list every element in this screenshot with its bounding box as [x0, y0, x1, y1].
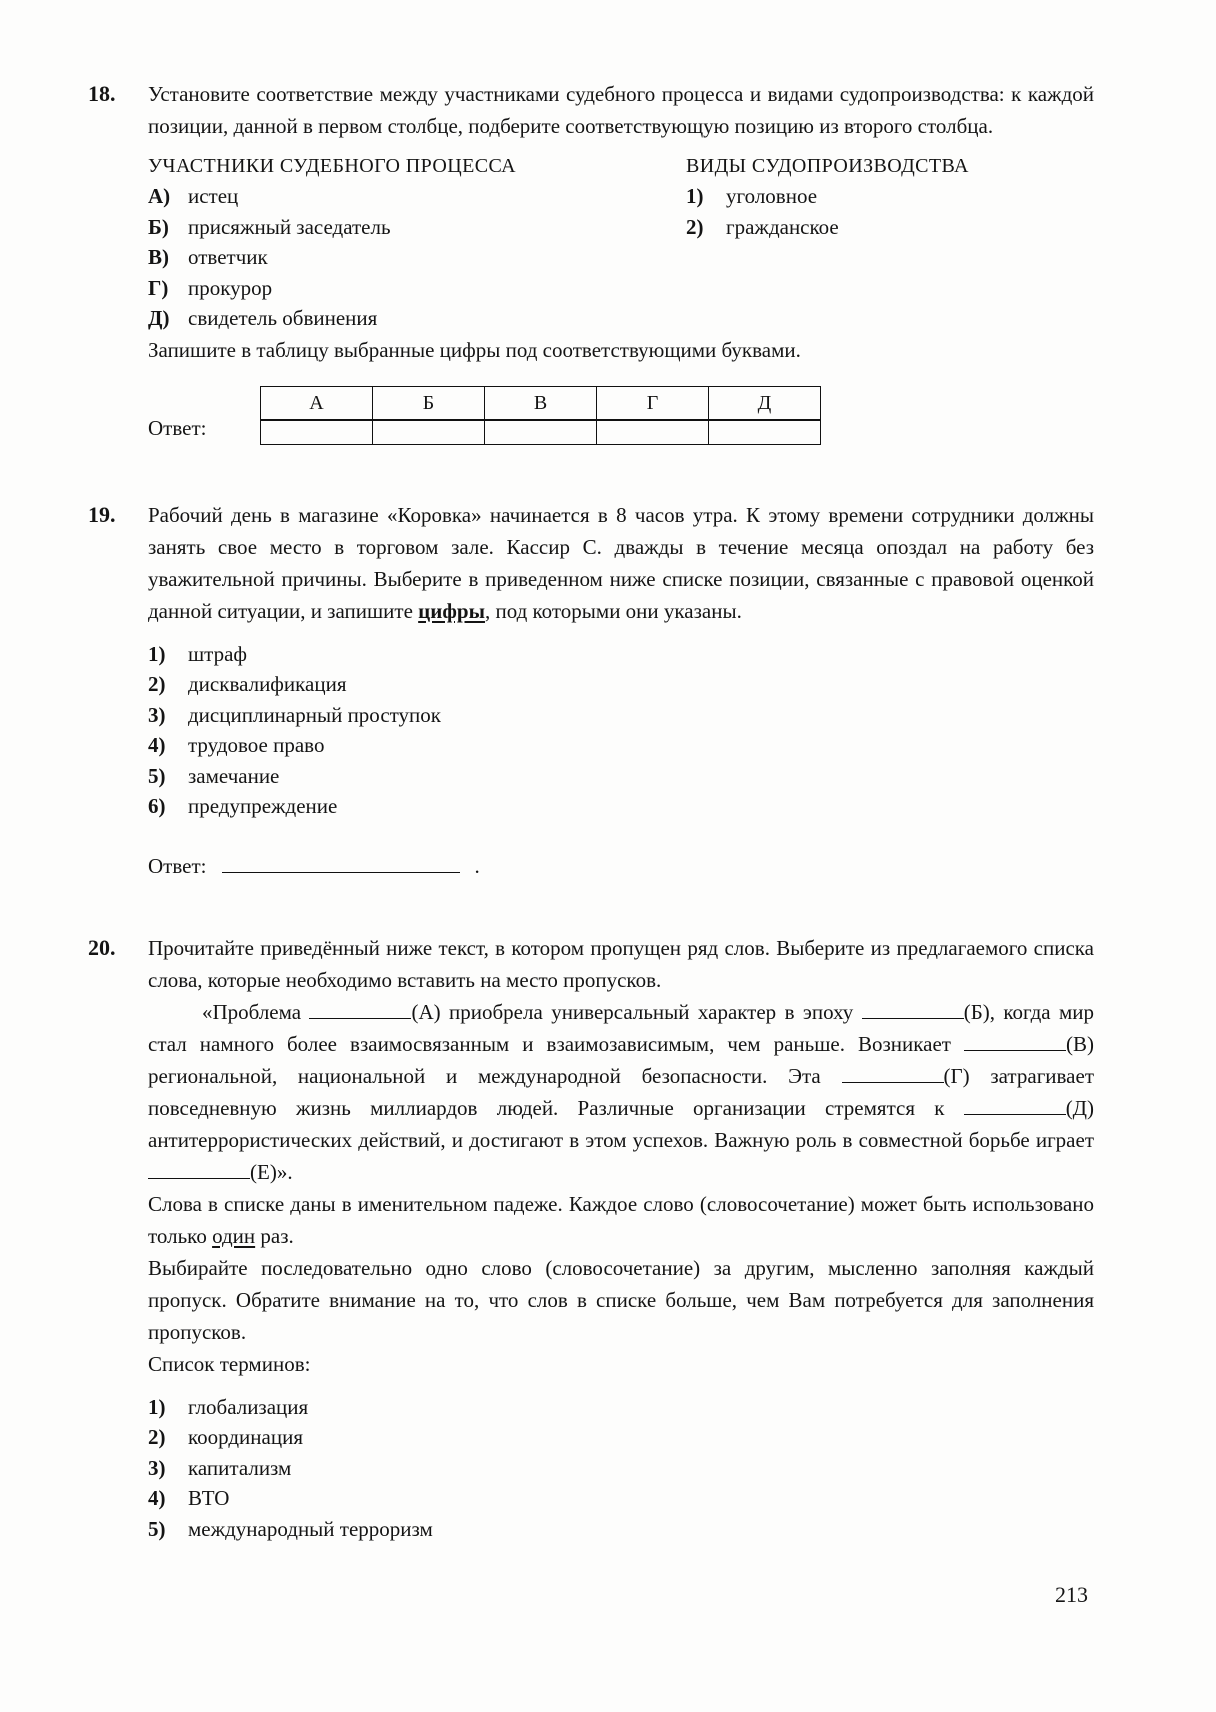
list-item	[148, 730, 1094, 761]
item-text: предупреждение	[188, 794, 338, 818]
list-item	[148, 1483, 1094, 1514]
list-item	[148, 242, 686, 273]
note-extra-words: Выбирайте последовательно одно слово (словосочетание) за другим, мысленно заполняя каждый пропуск. Обратите внимание на то, что слов в списке больше, чем Вам потребуется для заполнения пропусков.	[148, 1255, 1094, 1344]
answer-cell	[485, 420, 597, 445]
answer-cell	[709, 420, 821, 445]
item-marker: Г)	[148, 275, 169, 300]
item-marker: 3)	[148, 702, 166, 727]
question-19-number: 19.	[88, 501, 116, 527]
quote-text: (А) приобрела универсальный характер в эпоху	[411, 999, 862, 1024]
item-text: свидетель обвинения	[188, 306, 378, 330]
item-marker: 1)	[148, 641, 166, 666]
table-instruction: Запишите в таблицу выбранные цифры под соответствующими буквами.	[148, 337, 801, 362]
item-marker: 2)	[148, 1425, 166, 1450]
question-18	[88, 78, 1094, 445]
quote-text: (В) региональной, национальной и международной безопасности. Эта	[148, 1031, 1094, 1088]
answer-cell	[373, 420, 485, 445]
question-18-prompt: Установите соответствие между участниками судебного процесса и видами судопроизводства: к каждой позиции, данной в первом столбце, подберите соответствующую позицию из второго столбца.	[148, 82, 1094, 138]
prompt-text: , под которыми они указаны.	[484, 598, 742, 623]
item-text: дисциплинарный проступок	[188, 702, 441, 727]
answer-table-header: В	[485, 386, 597, 420]
item-marker: Б)	[148, 214, 169, 239]
answer-cell	[597, 420, 709, 445]
item-marker: 1)	[686, 184, 704, 208]
participants-column	[148, 151, 686, 334]
gap-blank-e	[148, 1158, 250, 1179]
item-text: глобализация	[188, 1394, 309, 1419]
item-marker: Д)	[148, 306, 170, 330]
question-20-body	[148, 932, 1094, 1545]
answer-table-header: Д	[709, 386, 821, 420]
terms-list-label: Список терминов:	[148, 1351, 311, 1376]
item-marker: 2)	[148, 672, 166, 696]
list-item	[148, 791, 1094, 822]
item-text: присяжный заседатель	[188, 214, 391, 239]
gap-blank-d	[964, 1094, 1066, 1115]
note-text: Слова в списке даны в именительном падеже. Каждое слово (словосочетание) может быть использовано только	[148, 1191, 1094, 1248]
item-text: уголовное	[726, 184, 818, 208]
list-item	[148, 1514, 1094, 1545]
question-20	[88, 932, 1094, 1545]
list-item	[148, 1422, 1094, 1453]
list-item	[148, 1453, 1094, 1484]
item-marker: В)	[148, 245, 169, 269]
list-item	[148, 303, 686, 334]
answer-table-header: А	[261, 386, 373, 420]
item-text: ВТО	[188, 1486, 230, 1511]
question-19-prompt	[148, 499, 1094, 627]
prompt-emphasis: цифры	[418, 598, 485, 623]
list-item	[148, 1392, 1094, 1423]
item-marker: А)	[148, 184, 171, 208]
list-item	[686, 212, 1094, 243]
answer-cell	[261, 420, 373, 445]
participants-header: УЧАСТНИКИ СУДЕБНОГО ПРОЦЕССА	[148, 155, 517, 177]
item-marker: 2)	[686, 214, 704, 239]
question-20-number: 20.	[88, 934, 116, 960]
item-marker: 4)	[148, 733, 166, 757]
item-text: штраф	[188, 641, 248, 666]
question-18-number: 18.	[88, 81, 116, 106]
item-marker: 5)	[148, 763, 166, 788]
item-text: истец	[188, 184, 239, 208]
item-marker: 5)	[148, 1516, 166, 1541]
quote-text: «Проблема	[202, 999, 310, 1024]
item-text: замечание	[188, 763, 280, 788]
list-item	[148, 181, 686, 212]
question-19-body	[148, 499, 1094, 882]
item-text: ответчик	[188, 245, 268, 269]
quote-text: (Е)».	[250, 1159, 293, 1184]
item-marker: 3)	[148, 1455, 166, 1480]
item-text: трудовое право	[188, 733, 325, 757]
list-item	[148, 639, 1094, 670]
item-marker: 4)	[148, 1486, 166, 1511]
gap-blank-a	[309, 998, 411, 1019]
note-emphasis: один	[212, 1223, 256, 1248]
item-text: координация	[188, 1425, 303, 1450]
proceedings-header: ВИДЫ СУДОПРОИЗВОДСТВА	[686, 155, 969, 177]
prompt-text: Рабочий день в магазине «Коровка» начинается в 8 часов утра. К этому времени сотрудники должны занять свое место в торговом зале. Кассир С. дважды в течение месяца опоздал на работу без уважительной причины. Выберите в приведенном ниже списке позиции, связанные с правовой оценкой данной ситуации, и запишите	[148, 502, 1094, 623]
quote-text: (Д) антитеррористических действий, и достигают в этом успехов. Важную роль в совместной борьбе играет	[148, 1095, 1094, 1152]
answer-label: Ответ:	[148, 415, 207, 440]
page-number: 213	[1055, 1582, 1088, 1607]
item-marker: 6)	[148, 794, 166, 818]
terms-list	[148, 1392, 1094, 1545]
gap-blank-g	[842, 1062, 944, 1083]
answer-table-header: Б	[373, 386, 485, 420]
answer-blank-line	[222, 850, 460, 873]
quote-text: (Г) затрагивает повседневную жизнь миллиардов людей. Различные организации стремятся к	[148, 1063, 1094, 1120]
answer-table-value-row	[261, 420, 821, 445]
gap-blank-b	[862, 998, 964, 1019]
item-text: дисквалификация	[188, 672, 347, 696]
answer-table	[260, 386, 821, 445]
note-single-use	[148, 1188, 1094, 1252]
answer-table-block	[148, 386, 1094, 445]
answer-table-header: Г	[597, 386, 709, 420]
list-item	[148, 761, 1094, 792]
matching-columns	[148, 151, 1094, 334]
answer-table-header-row	[261, 386, 821, 420]
quote-text: (Б), когда мир стал намного более взаимосвязанным и взаимозависимым, чем раньше. Возникает	[148, 999, 1095, 1056]
question-19	[88, 499, 1094, 882]
options-list	[148, 639, 1094, 822]
list-item	[148, 700, 1094, 731]
answer-period: .	[474, 853, 480, 878]
proceedings-column	[686, 151, 1094, 334]
list-item	[148, 212, 686, 243]
answer-label: Ответ:	[148, 853, 207, 878]
gap-blank-v	[964, 1030, 1066, 1051]
item-text: гражданское	[726, 214, 839, 239]
question-18-body	[148, 78, 1094, 445]
note-text: раз.	[255, 1223, 294, 1248]
gap-text-paragraph	[148, 996, 1094, 1188]
question-20-prompt: Прочитайте приведённый ниже текст, в котором пропущен ряд слов. Выберите из предлагаемого списка слова, которые необходимо вставить на место пропусков.	[148, 935, 1094, 992]
list-item	[148, 669, 1094, 700]
list-item	[686, 181, 1094, 212]
item-text: капитализм	[188, 1455, 292, 1480]
item-marker: 1)	[148, 1394, 166, 1419]
answer-line-block	[148, 850, 1094, 882]
item-text: международный терроризм	[188, 1516, 433, 1541]
list-item	[148, 273, 686, 304]
item-text: прокурор	[188, 275, 273, 300]
